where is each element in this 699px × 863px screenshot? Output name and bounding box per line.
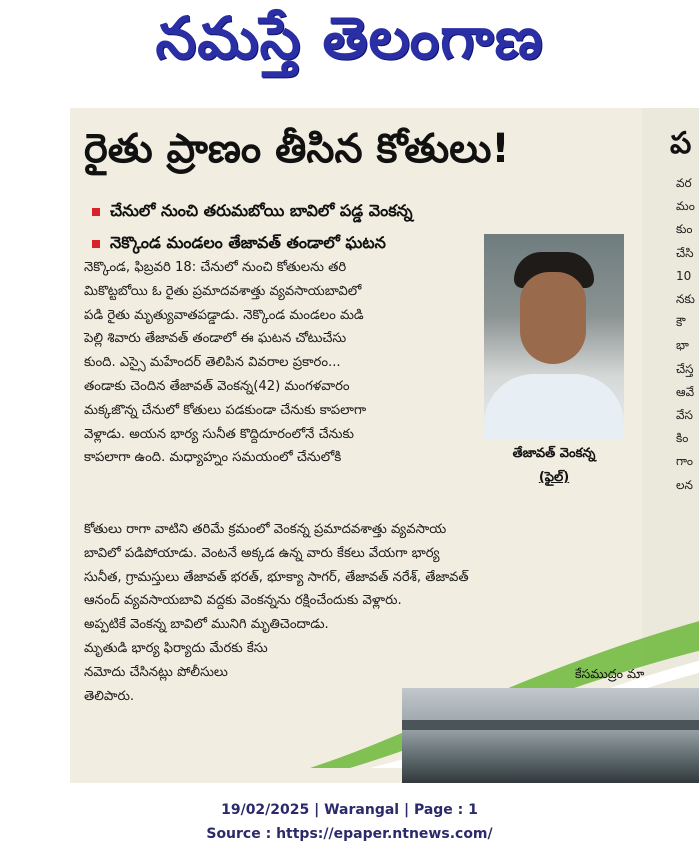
article-body-wide (84, 518, 636, 708)
body-line: పడి రైతు మృత్యువాతపడ్డాడు. నెక్కొండ మండలం మడి (84, 307, 364, 323)
footer-source: Source : https://epaper.ntnews.com/ (206, 826, 493, 842)
body-line: పెల్లి శివారు తేజావత్ తండాలో ఈ ఘటన చోటుచేసు (84, 331, 347, 347)
bullet-square-icon (92, 240, 100, 248)
side-line: భా (676, 338, 689, 353)
body-line: కోతులు రాగా వాటిని తరిమే క్రమంలో వెంకన్న ప్రమాదవశాత్తు వ్యవసాయ (84, 522, 447, 537)
photo-face (520, 272, 586, 364)
body-line: మికొట్టబోయి ఓ రైతు ప్రమాదవశాత్తు వ్యవసాయబావిలో (84, 283, 362, 299)
body-line: తెలిపారు. (84, 688, 135, 704)
side-line: కిం (676, 431, 689, 446)
side-line: మం (676, 199, 695, 214)
body-line: మక్కజొన్న చేనులో కోతులు పడకుండా చేనుకు కాపలాగా (84, 402, 367, 418)
body-line: నమోదు చేసినట్లు పోలీసులు (84, 664, 228, 680)
side-line: లన (676, 477, 693, 492)
photo-shirt (484, 374, 624, 439)
body-line: బావిలో పడిపోయాడు. వెంటనే అక్కడ ఉన్న వారు కేకలు వేయగా భార్య (84, 545, 440, 561)
photo-shed-roof (402, 720, 699, 730)
side-line: కౌ (676, 315, 686, 330)
body-line: తండాకు చెందిన తేజావత్ వెంకన్న(42) మంగళవారం (84, 378, 350, 394)
news-clipping (70, 108, 699, 783)
bullet-square-icon (92, 208, 100, 216)
adjacent-photo-caption: కేసముద్రం మా (575, 666, 645, 681)
sub-headline-text: నెక్కొండ మండలం తేజావత్ తండాలో ఘటన (110, 232, 386, 252)
side-line: చేస్త (676, 361, 694, 376)
body-line: మృతుడి భార్య ఫిర్యాదు మేరకు కేసు (84, 640, 268, 656)
side-line: 10 (676, 268, 692, 283)
side-line: ఆవే (676, 384, 695, 399)
body-line: సునీత, గ్రామస్తులు తేజావత్ భరత్, భూక్యా సాగర్, తేజావత్ నరేశ్, తేజావత్ (84, 569, 469, 585)
side-line: కుం (676, 222, 693, 237)
photo-caption-file: (ఫైల్) (538, 470, 570, 485)
photo-caption (484, 442, 624, 490)
adjacent-article-headline: ప (670, 126, 692, 161)
side-line: చేసి (676, 245, 694, 260)
newspaper-logo: నమస్తే తెలంగాణ (155, 3, 544, 72)
adjacent-photo (402, 688, 699, 783)
page-footer (0, 798, 699, 846)
body-line: వెళ్లాడు. అయన భార్య సునీత కొద్దిదూరంలోనే చేనుకు (84, 426, 354, 442)
side-line: నకు (676, 292, 695, 307)
body-line: ఆనంద్ వ్యవసాయబావి వద్దకు వెంకన్నను రక్షించేందుకు వెళ్లారు. (84, 593, 402, 609)
farmer-photo (484, 234, 624, 439)
side-line: వేస (676, 408, 693, 423)
body-line: నెక్కొండ, ఫిబ్రవరి 18: చేనులో నుంచి కోతులను తరి (84, 260, 347, 275)
footer-date-edition: 19/02/2025 | Warangal | Page : 1 (221, 802, 478, 818)
adjacent-article-text (676, 172, 695, 497)
side-line: వర (676, 176, 692, 190)
body-line: కుంది. ఎస్సై మహేందర్ తెలిపిన వివరాల ప్రకారం... (84, 355, 341, 371)
sub-headline-text: చేనులో నుంచి తరుమబోయి బావిలో పడ్డ వెంకన్న (110, 200, 413, 220)
article-headline: రైతు ప్రాణం తీసిన కోతులు! (84, 126, 510, 172)
photo-caption-name: తేజావత్ వెంకన్న (512, 446, 596, 461)
article (70, 108, 645, 783)
sub-headline-1 (92, 196, 612, 228)
article-body-narrow (84, 256, 476, 470)
body-line: కాపలాగా ఉంది. మధ్యాహ్నం సమయంలో చేనులోకి (84, 450, 342, 466)
side-line: గాం (676, 454, 694, 469)
body-line: అప్పటికే వెంకన్న బావిలో మునిగి మృతిచెందాడు. (84, 617, 329, 633)
masthead (0, 0, 699, 90)
